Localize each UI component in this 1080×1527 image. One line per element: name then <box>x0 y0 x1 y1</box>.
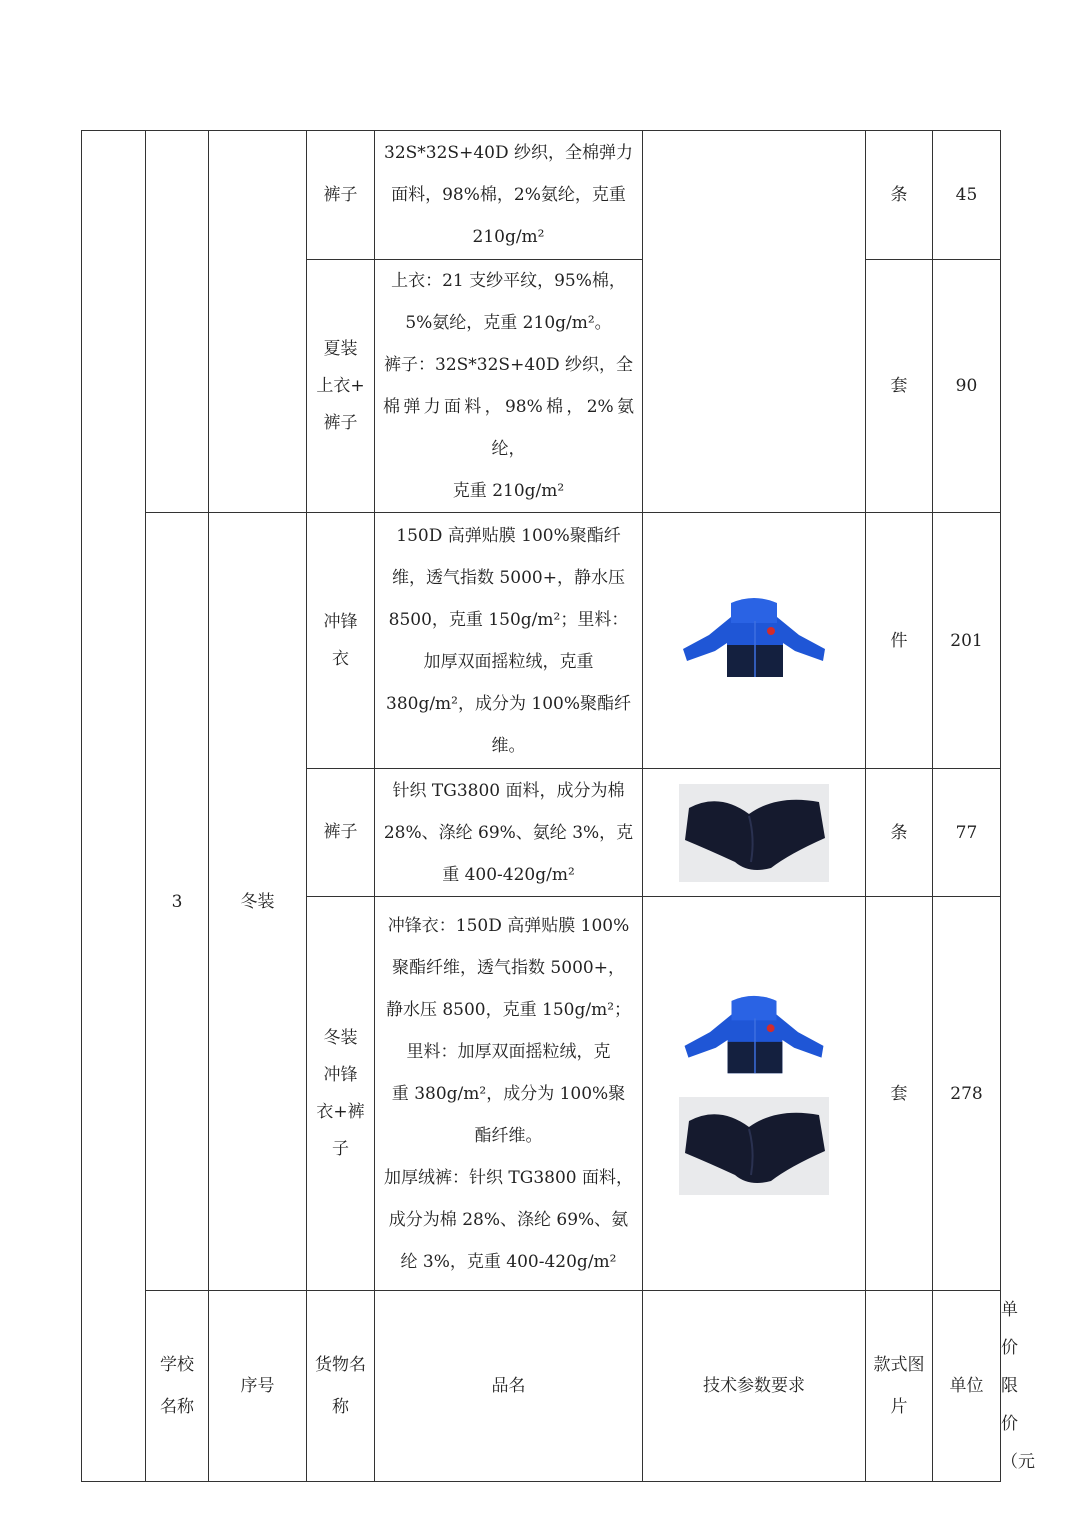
seq-cell: 3 <box>146 513 209 1291</box>
header-unit: 单位 <box>933 1291 1001 1482</box>
jacket-image <box>679 993 829 1083</box>
tech-params: 针织 TG3800 面料，成分为棉 28%、涤纶 69%、氨纶 3%，克 重 400-420g/m² <box>375 769 643 897</box>
pants-image <box>679 784 829 882</box>
header-school: 学校 名称 <box>146 1291 209 1482</box>
tech-params: 150D 高弹贴膜 100%聚酯纤 维，透气指数 5000+，静水压 8500，克重 150g/m²；里料： 加厚双面摇粒绒，克重 380g/m²，成分为 100%聚酯纤 维。 <box>375 513 643 769</box>
style-image-cell <box>643 513 866 769</box>
price-cell: 45 <box>933 131 1001 260</box>
unit-cell: 条 <box>866 769 933 897</box>
header-tech: 技术参数要求 <box>643 1291 866 1482</box>
unit-cell: 套 <box>866 897 933 1291</box>
product-name: 冬装 冲锋 衣+裤 子 <box>307 897 375 1291</box>
unit-cell: 件 <box>866 513 933 769</box>
price-cell: 77 <box>933 769 1001 897</box>
table-header-row: 学校 名称 序号 货物名称 品名 技术参数要求 款式图片 单位 单价 限价 （元 <box>82 1291 1001 1482</box>
product-name: 裤子 <box>307 769 375 897</box>
price-cell: 201 <box>933 513 1001 769</box>
goods-name-cell <box>209 131 307 513</box>
product-name: 冲锋 衣 <box>307 513 375 769</box>
jacket-image <box>679 595 829 687</box>
seq-cell <box>146 131 209 513</box>
header-seq: 序号 <box>209 1291 307 1482</box>
price-cell: 278 <box>933 897 1001 1291</box>
style-image-cell <box>643 769 866 897</box>
pants-image <box>679 1097 829 1195</box>
product-name: 裤子 <box>307 131 375 260</box>
style-image-cell <box>643 131 866 513</box>
tech-params: 上衣：21 支纱平纹，95%棉， 5%氨纶，克重 210g/m²。 裤子：32S*32S+40D 纱织，全 棉弹力面料，98%棉，2%氨纶， 克重 210g/m² <box>375 260 643 513</box>
goods-name-cell: 冬装 <box>209 513 307 1291</box>
product-name: 夏装 上衣+ 裤子 <box>307 260 375 513</box>
header-goods: 货物名称 <box>307 1291 375 1482</box>
table-row <box>82 131 1001 260</box>
style-image-cell <box>643 897 866 1291</box>
header-image: 款式图片 <box>866 1291 933 1482</box>
table-row <box>82 513 1001 769</box>
unit-cell: 条 <box>866 131 933 260</box>
tech-params: 32S*32S+40D 纱织，全棉弹力 面料，98%棉，2%氨纶，克重 210g/m² <box>375 131 643 260</box>
spec-table <box>81 130 1035 1482</box>
header-name: 品名 <box>375 1291 643 1482</box>
unit-cell: 套 <box>866 260 933 513</box>
tech-params: 冲锋衣：150D 高弹贴膜 100% 聚酯纤维，透气指数 5000+， 静水压 8500，克重 150g/m²； 里料：加厚双面摇粒绒，克 重 380g/m²，成分为 100%聚 酯纤维。 加厚绒裤：针织 TG3800 面料， 成分为棉 28%、涤纶 69%、氨 纶 3%，克重 400-420g/m² <box>375 897 643 1291</box>
price-cell: 90 <box>933 260 1001 513</box>
school-name-cell <box>82 131 146 1482</box>
